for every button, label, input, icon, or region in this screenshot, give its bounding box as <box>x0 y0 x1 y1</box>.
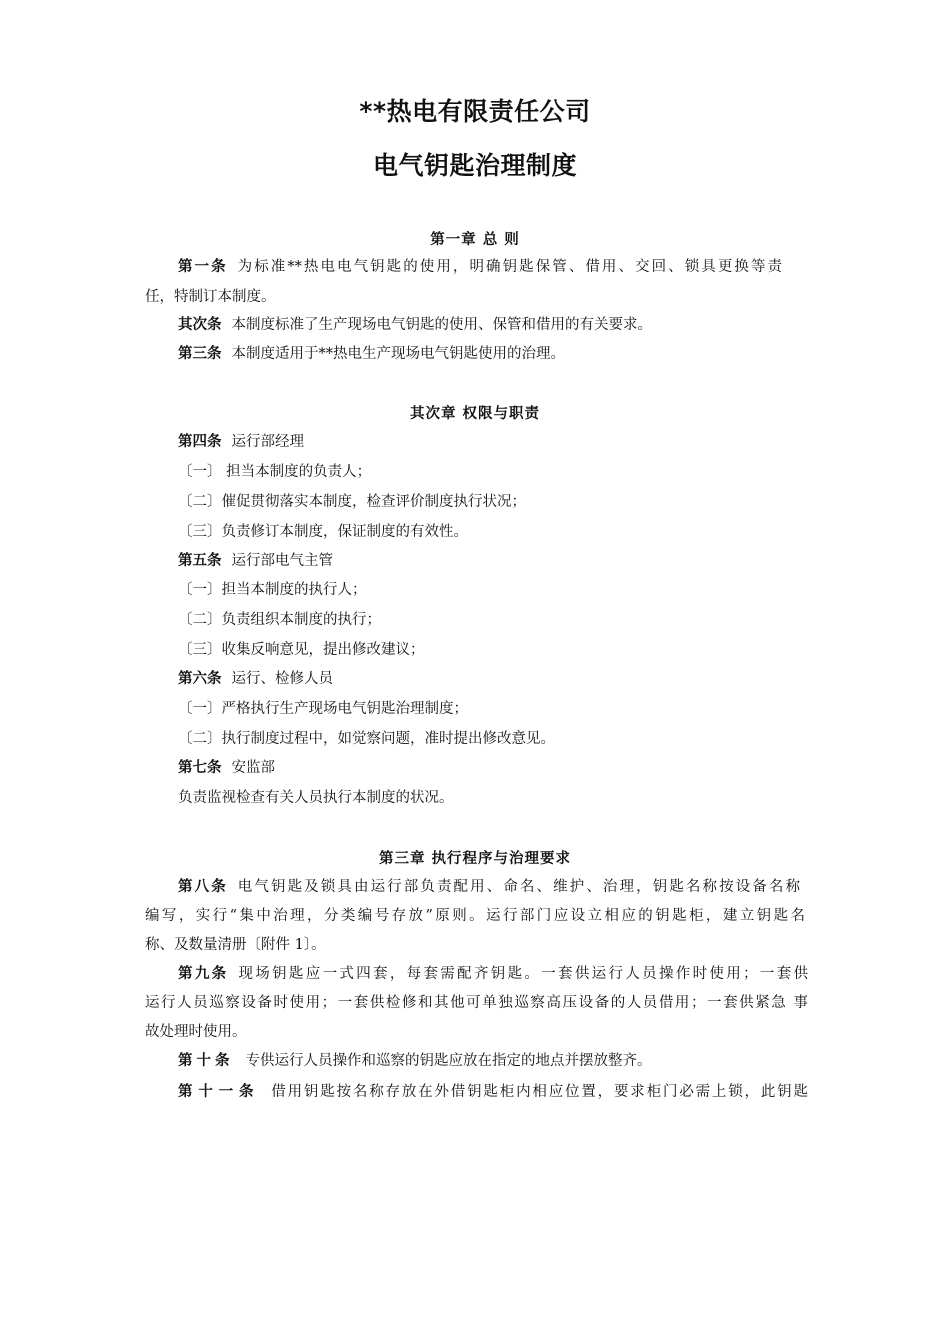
article-text: 运行部经理 <box>231 434 304 450</box>
article-label: 第九条 <box>178 966 229 982</box>
article-text: 本制度标准了生产现场电气钥匙的使用、保管和借用的有关要求。 <box>231 317 652 333</box>
article-1-cont: 任，特制订本制度。 <box>145 289 276 305</box>
article-8-cont: 编写，实行“集中治理，分类编号存放”原则。运行部门应设立相应的钥匙柜，建立钥匙名 <box>145 908 805 924</box>
article-text: 运行部电气主管 <box>231 553 333 569</box>
article-8 <box>178 877 800 897</box>
chapter-2-heading: 其次章 权限与职责 <box>409 406 541 422</box>
document-title: 电气钥匙治理制度 <box>372 151 577 180</box>
article-text: 运行、检修人员 <box>231 671 333 687</box>
article-9 <box>178 964 808 984</box>
article-1 <box>178 257 782 277</box>
list-item: 〔三〕收集反响意见，提出修改建议； <box>178 642 425 658</box>
article-text: 安监部 <box>231 760 275 776</box>
article-9-cont: 运行人员巡察设备时使用；一套供检修和其他可单独巡察高压设备的人员借用；一套供紧急 事 <box>145 995 808 1011</box>
article-label: 第五条 <box>178 553 222 569</box>
article-label: 其次条 <box>178 317 222 333</box>
article-label: 第六条 <box>178 671 222 687</box>
article-7-body: 负责监视检查有关人员执行本制度的状况。 <box>178 790 454 806</box>
list-item: 〔一〕 担当本制度的负责人； <box>178 464 372 480</box>
article-6 <box>178 669 333 689</box>
list-item: 〔二〕执行制度过程中，如觉察问题，准时提出修改意见。 <box>178 731 555 747</box>
article-text: 电气钥匙及锁具由运行部负责配用、命名、维护、治理，钥匙名称按设备名称 <box>237 879 801 895</box>
list-item: 〔一〕担当本制度的执行人； <box>178 582 367 598</box>
article-9-cont: 故处理时使用。 <box>145 1024 247 1040</box>
list-item: 〔三〕负责修订本制度，保证制度的有效性。 <box>178 524 468 540</box>
article-text: 为标准**热电电气钥匙的使用，明确钥匙保管、借用、交回、锁具更换等责 <box>237 259 782 275</box>
article-text: 本制度适用于**热电生产现场电气钥匙使用的治理。 <box>231 346 565 362</box>
article-label: 第四条 <box>178 434 222 450</box>
article-10 <box>178 1051 652 1071</box>
article-label: 第八条 <box>178 879 228 895</box>
article-text: 现场钥匙应一式四套，每套需配齐钥匙。一套供运行人员操作时使用；一套供 <box>238 966 809 982</box>
company-title: **热电有限责任公司 <box>359 97 591 126</box>
article-text: 专供运行人员操作和巡察的钥匙应放在指定的地点并摆放整齐。 <box>245 1053 652 1069</box>
list-item: 〔一〕严格执行生产现场电气钥匙治理制度； <box>178 701 468 717</box>
chapter-3-heading: 第三章 执行程序与治理要求 <box>378 851 572 867</box>
article-text: 借用钥匙按名称存放在外借钥匙柜内相应位置，要求柜门必需上锁，此钥匙 <box>271 1084 809 1100</box>
chapter-1-heading: 第一章 总 则 <box>430 232 520 248</box>
article-2 <box>178 315 652 335</box>
article-label: 第七条 <box>178 760 222 776</box>
article-label: 第三条 <box>178 346 222 362</box>
article-label: 第十条 <box>178 1053 234 1069</box>
list-item: 〔二〕催促贯彻落实本制度，检查评价制度执行状况； <box>178 494 526 510</box>
article-7 <box>178 758 275 778</box>
list-item: 〔二〕负责组织本制度的执行； <box>178 612 381 628</box>
article-11 <box>178 1082 808 1102</box>
article-3 <box>178 344 565 364</box>
article-4 <box>178 432 304 452</box>
article-label: 第一条 <box>178 259 228 275</box>
article-label: 第十一条 <box>178 1084 260 1100</box>
article-8-cont: 称、及数量清册〔附件 1〕。 <box>145 937 326 953</box>
article-5 <box>178 551 333 571</box>
